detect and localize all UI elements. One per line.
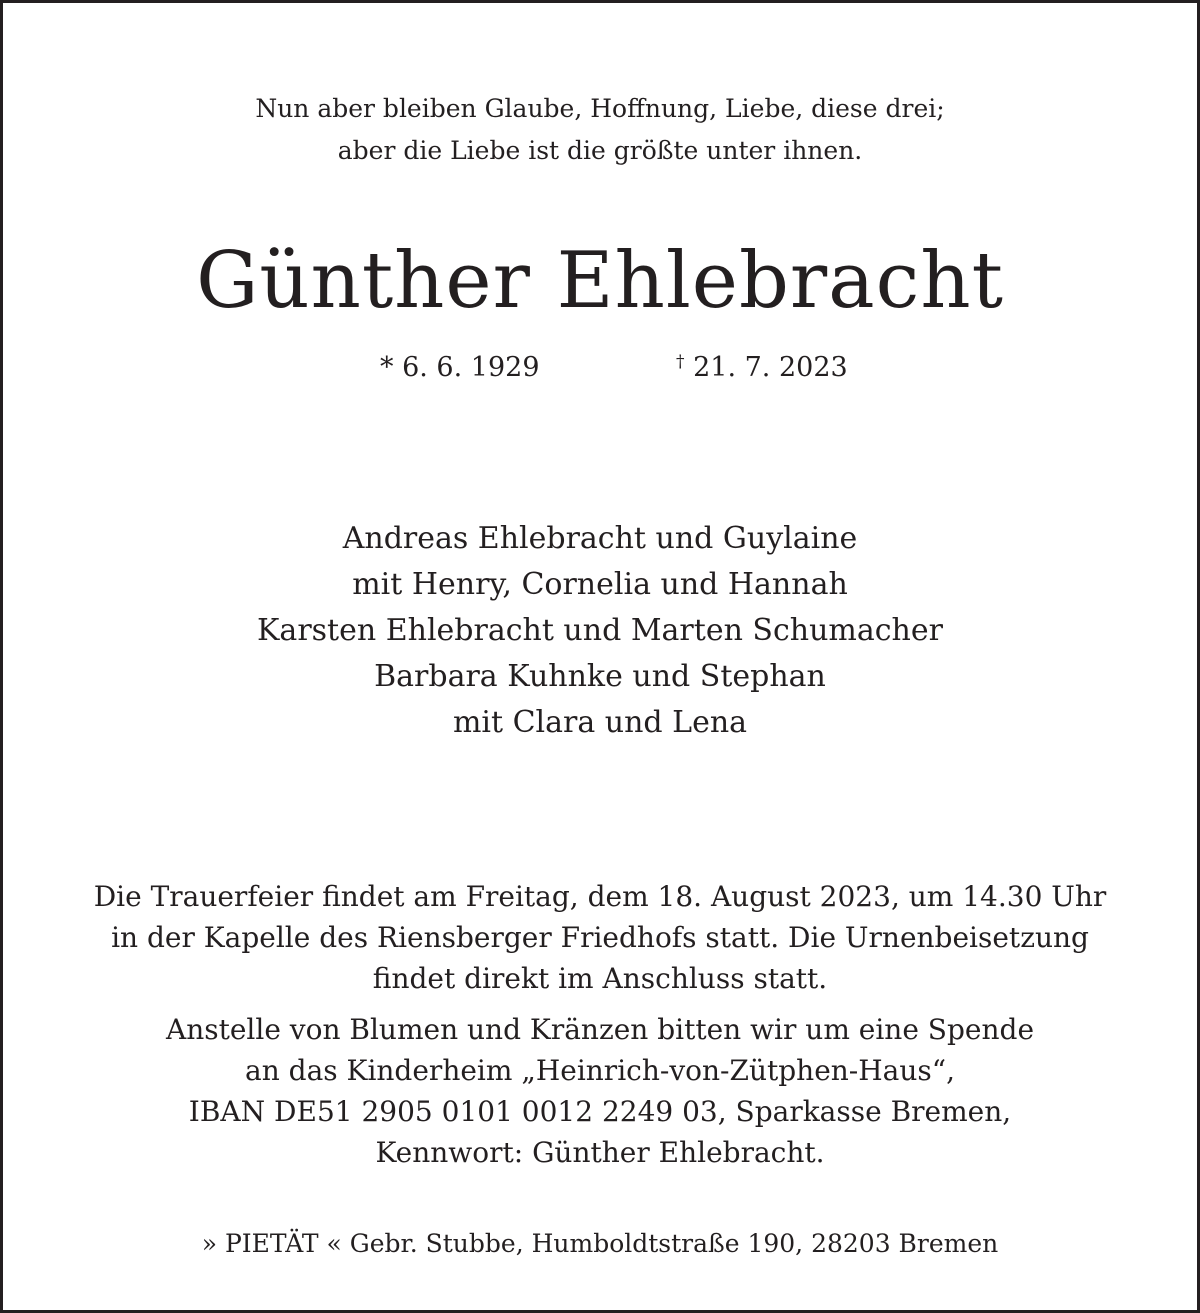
donation-line: Kennwort: Günther Ehlebracht.	[375, 1136, 825, 1169]
ceremony-line: findet direkt im Anschluss statt.	[372, 962, 828, 995]
mourner-line: Barbara Kuhnke und Stephan	[374, 659, 826, 694]
donation-line: an das Kinderheim „Heinrich-von-Zütphen-Haus“,	[245, 1054, 955, 1087]
deceased-name: Günther Ehlebracht	[196, 236, 1004, 326]
motto-line-1: Nun aber bleiben Glaube, Hoffnung, Liebe, diese drei;	[255, 94, 945, 123]
donation-line: IBAN DE51 2905 0101 0012 2249 03, Sparkasse Bremen,	[188, 1095, 1012, 1128]
motto-line-2: aber die Liebe ist die größte unter ihnen.	[337, 136, 863, 165]
mourner-line: Karsten Ehlebracht und Marten Schumacher	[257, 613, 943, 648]
funeral-home-footer: » PIETÄT « Gebr. Stubbe, Humboldtstraße 190, 28203 Bremen	[201, 1229, 999, 1258]
donation-line: Anstelle von Blumen und Kränzen bitten wir um eine Spende	[165, 1013, 1035, 1046]
mourner-line: mit Clara und Lena	[452, 705, 748, 740]
ceremony-line: in der Kapelle des Riensberger Friedhofs statt. Die Urnenbeisetzung	[111, 921, 1089, 954]
birth-date: 6. 6. 1929	[402, 352, 540, 383]
mourner-line: mit Henry, Cornelia und Hannah	[352, 567, 848, 602]
cross-icon: †	[676, 352, 685, 372]
birth-symbol: *	[380, 352, 394, 383]
death-date: 21. 7. 2023	[693, 352, 848, 383]
birth-date-group	[380, 352, 540, 383]
ceremony-line: Die Trauerfeier findet am Freitag, dem 18. August 2023, um 14.30 Uhr	[93, 880, 1107, 913]
mourner-line: Andreas Ehlebracht und Guylaine	[342, 521, 858, 556]
life-dates	[0, 352, 1200, 392]
death-date-group	[676, 352, 848, 383]
